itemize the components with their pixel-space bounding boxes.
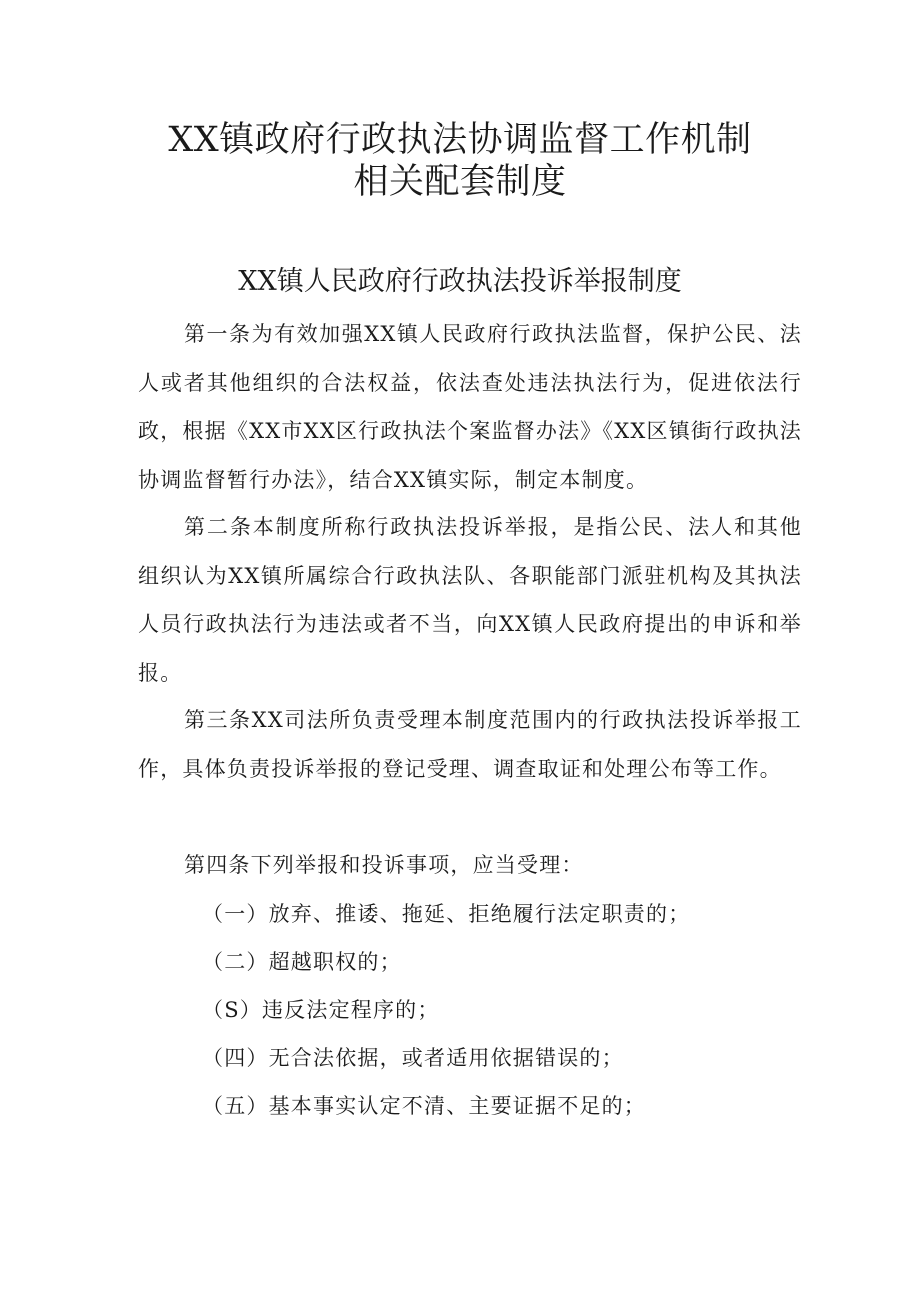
list-item-2: （二）超越职权的；: [202, 950, 402, 974]
paragraph-article-2: 第二条本制度所称行政执法投诉举报，是指公民、法人和其他组织认为XX镇所属综合行政执法队、各职能部门派驻机构及其执法人员行政执法行为违法或者不当，向XX镇人民政府提出的申诉和举报。: [138, 515, 802, 685]
list-item-4: （四）无合法依据，或者适用依据错误的；: [202, 1046, 624, 1070]
document-title-line-1: XX镇政府行政执法协调监督工作机制: [168, 120, 752, 160]
document-title-line-2: 相关配套制度: [353, 162, 567, 202]
list-item-5: （五）基本事实认定不清、主要证据不足的；: [202, 1094, 646, 1118]
paragraph-article-1: 第一条为有效加强XX镇人民政府行政执法监督，保护公民、法人或者其他组织的合法权益，依法查处违法执法行为，促进依法行政，根据《XX市XX区行政执法个案监督办法》《XX区镇街行政执法协调监督暂行办法》，结合XX镇实际，制定本制度。: [138, 322, 802, 492]
paragraph-article-4: 第四条下列举报和投诉事项，应当受理：: [184, 853, 584, 877]
list-item-1: （一）放弃、推诿、拖延、拒绝履行法定职责的；: [202, 902, 691, 926]
section-title: XX镇人民政府行政执法投诉举报制度: [238, 266, 682, 297]
list-item-3: （S）违反法定程序的；: [202, 998, 440, 1022]
paragraph-article-3: 第三条XX司法所负责受理本制度范围内的行政执法投诉举报工作，具体负责投诉举报的登记受理、调查取证和处理公布等工作。: [138, 708, 802, 781]
